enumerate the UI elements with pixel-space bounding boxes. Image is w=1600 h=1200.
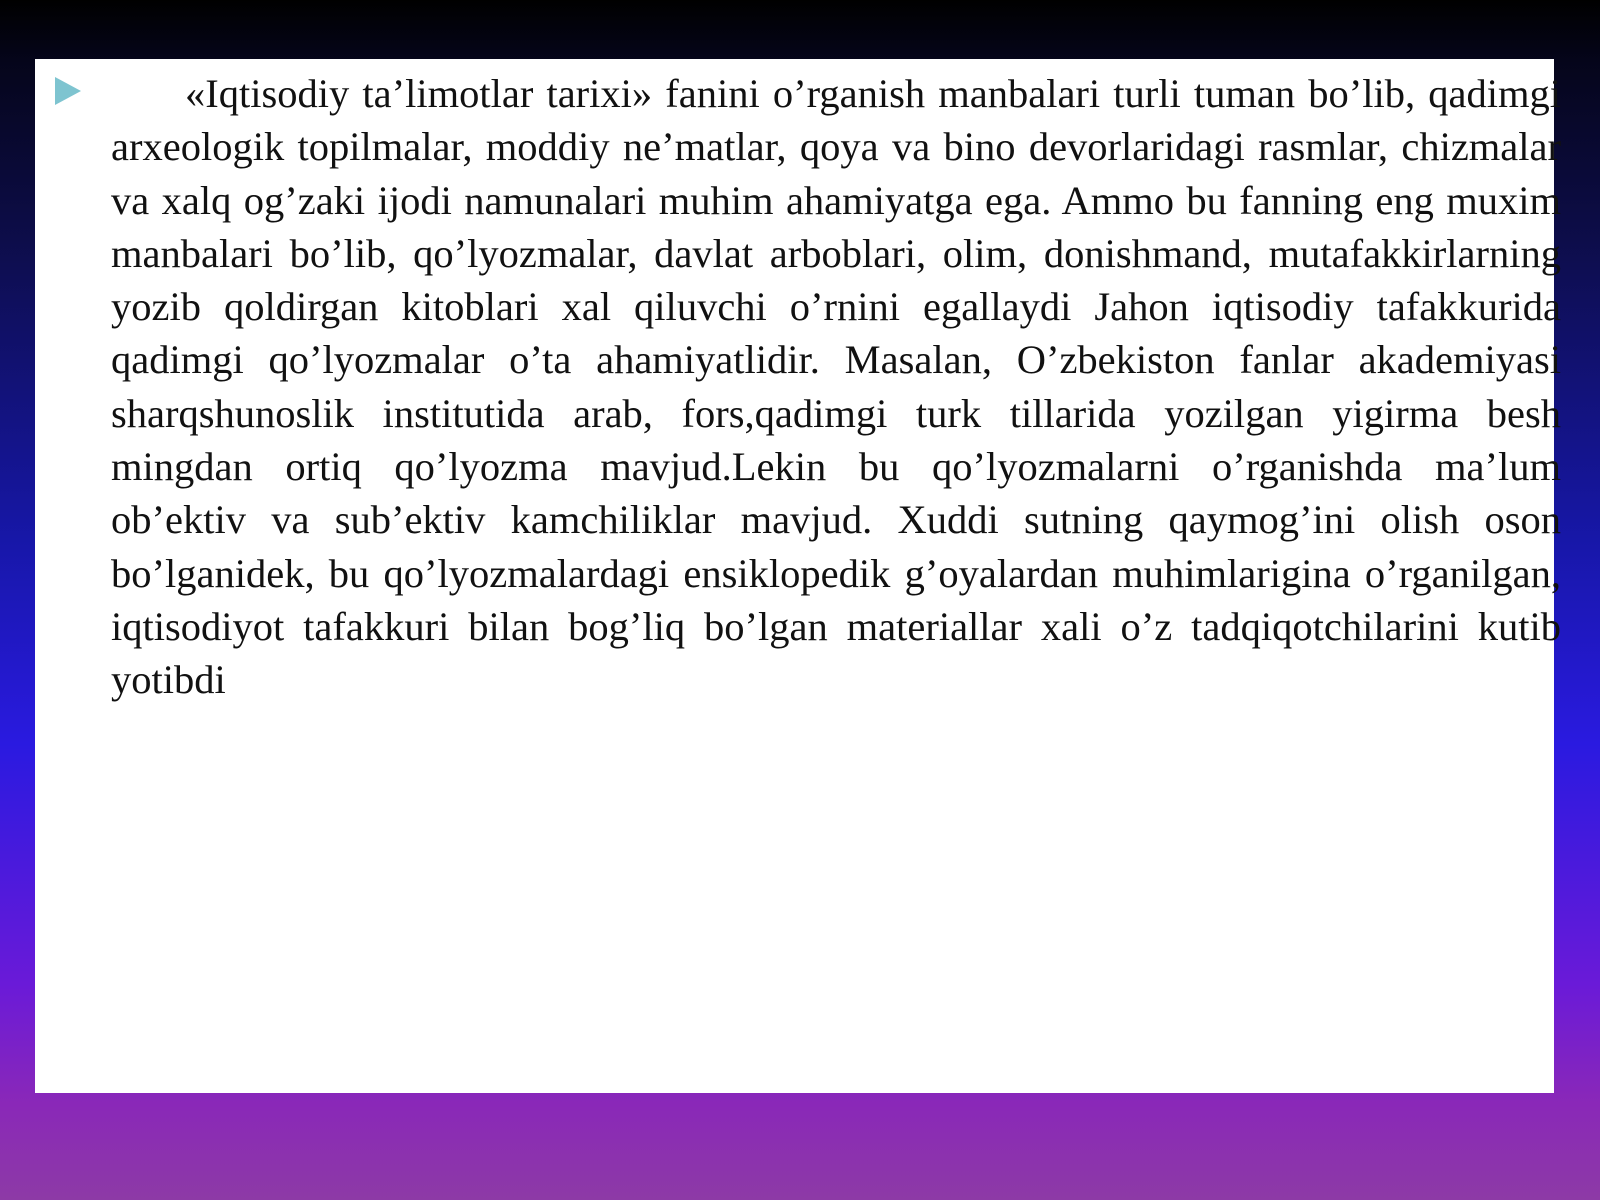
- slide-body-paragraph: «Iqtisodiy ta’limotlar tarixi» fanini o’rganish manbalari turli tuman bo’lib, qadimgi arxeologik topilmalar, moddiy ne’matlar, qoya va bino devorlaridagi rasmlar, chizmalar va xalq og’zaki ijodi namunalari muhim ahamiyatga ega. Ammo bu fanning eng muxim manbalari bo’lib, qo’lyozmalar, davlat arboblari, olim, donishmand, mutafakkirlarning yozib qoldirgan kitoblari xal qiluvchi o’rnini egallaydi Jahon iqtisodiy tafakkurida qadimgi qo’lyozmalar o’ta ahamiyatlidir. Masalan, O’zbekiston fanlar akademiyasi sharqshunoslik institutida arab, fors,qadimgi turk tillarida yozilgan yigirma besh mingdan ortiq qo’lyozma mavjud.Lekin bu qo’lyozmalarni o’rganishda ma’lum ob’ektiv va sub’ektiv kamchiliklar mavjud. Xuddi sutning qaymog’ini olish oson bo’lganidek, bu qo’lyozmalardagi ensiklopedik g’oyalardan muhimlarigina o’rganilgan, iqtisodiyot tafakkuri bilan bog’liq bo’lgan materiallar xali o’z tadqiqotchilarini kutib yotibdi: [111, 71, 1561, 703]
- slide-content-panel: [35, 59, 1561, 1093]
- triangle-bullet-icon: [55, 77, 81, 105]
